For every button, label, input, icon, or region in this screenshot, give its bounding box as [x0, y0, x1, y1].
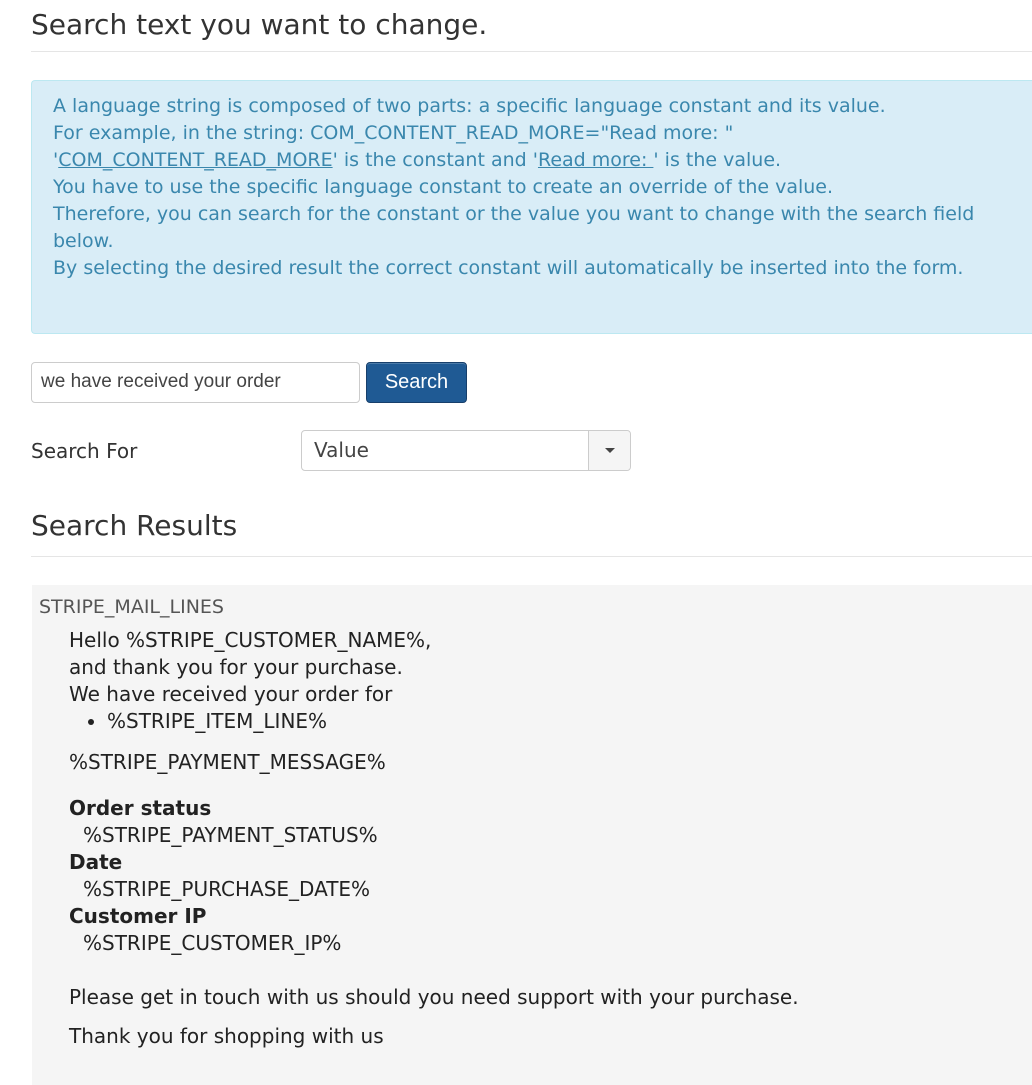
list-item: • %STRIPE_ITEM_LINE%	[107, 708, 1032, 735]
info-line: 'COM_CONTENT_READ_MORE' is the constant and 'Read more: ' is the value.	[53, 149, 782, 171]
dropdown-toggle[interactable]	[588, 431, 630, 470]
search-input[interactable]	[31, 362, 360, 403]
search-button[interactable]: Search	[366, 362, 467, 403]
info-line: A language string is composed of two parts: a specific language constant and its value.	[53, 95, 886, 117]
override-search-page	[31, 0, 1032, 1085]
chevron-down-icon	[605, 448, 615, 453]
info-line: Therefore, you can search for the constant or the value you want to change with the search field below.	[53, 203, 975, 252]
order-status-label: Order status	[69, 796, 212, 820]
results-title: Search Results	[31, 508, 1032, 557]
search-for-row	[31, 430, 1032, 471]
page-title: Search text you want to change.	[31, 0, 1032, 52]
result-constant: STRIPE_MAIL_LINES	[39, 596, 224, 618]
search-for-label: Search For	[31, 438, 138, 463]
search-row	[31, 361, 1032, 403]
info-alert	[31, 80, 1032, 334]
result-value: Hello %STRIPE_CUSTOMER_NAME%, and thank you for your purchase. We have received your order for • %STRIPE_ITEM_LINE% %STRIPE_PAYMENT_MESSAGE% Order status %STRIPE_PAYMENT_STATUS% Date %STRIPE_PURCHASE_DATE% Customer IP %STRIPE_CUSTOMER_IP% Please get in touch with us should you need support with your purchase. Thank you for shopping with us	[69, 627, 1032, 1050]
info-line: By selecting the desired result the correct constant will automatically be inserted into the form.	[53, 257, 964, 279]
date-label: Date	[69, 850, 123, 874]
info-line: For example, in the string: COM_CONTENT_READ_MORE="Read more: "	[53, 122, 734, 144]
item-list	[69, 708, 1032, 735]
search-for-selected-value: Value	[314, 438, 369, 462]
example-constant: COM_CONTENT_READ_MORE	[58, 149, 333, 171]
search-result-item[interactable]	[32, 585, 1032, 1085]
info-line: You have to use the specific language constant to create an override of the value.	[53, 176, 834, 198]
search-for-select[interactable]	[301, 430, 631, 471]
customer-ip-label: Customer IP	[69, 904, 207, 928]
example-value: Read more:	[537, 149, 654, 171]
